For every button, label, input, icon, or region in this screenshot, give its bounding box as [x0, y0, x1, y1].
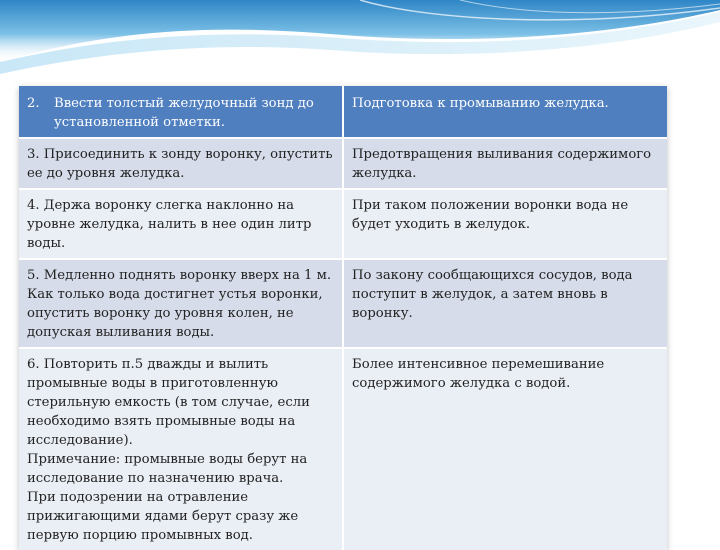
table-row: [19, 86, 667, 138]
action-text: 3. Присоединить к зонду воронку, опустить ее до уровня желудка.: [27, 147, 333, 181]
action-cell: [19, 86, 343, 138]
reason-text: Подготовка к промыванию желудка.: [352, 96, 609, 111]
note-text: Примечание: промывные воды берут на исследование по назначению врача.: [27, 452, 308, 486]
action-cell: [19, 348, 343, 550]
reason-cell: [343, 138, 667, 189]
action-cell: [19, 189, 343, 259]
action-text: Ввести толстый желудочный зонд до установленной отметки.: [54, 96, 314, 130]
action-text: 5. Медленно поднять воронку вверх на 1 м. Как только вода достигнет устья воронки, опустить воронку до уровня колен, не допуская выливания воды.: [27, 268, 332, 340]
action-text: 6. Повторить п.5 дважды и вылить промывные воды в приготовленную стерильную емкость (в том случае, если необходимо взять промывные воды на исследование).: [27, 357, 310, 448]
step-number: 2.: [27, 96, 40, 111]
reason-text: При таком положении воронки вода не будет уходить в желудок.: [352, 198, 629, 232]
header-wave-decoration: [0, 0, 720, 90]
reason-cell: [343, 348, 667, 550]
action-cell: [19, 259, 343, 348]
procedure-table: [19, 86, 667, 550]
reason-cell: [343, 259, 667, 348]
reason-text: По закону сообщающихся сосудов, вода поступит в желудок, а затем вновь в воронку.: [352, 268, 633, 321]
reason-text: Более интенсивное перемешивание содержимого желудка с водой.: [352, 357, 605, 391]
reason-cell: [343, 86, 667, 138]
note-text-2: При подозрении на отравление прижигающими ядами берут сразу же первую порцию промывных вод.: [27, 490, 299, 543]
action-cell: [19, 138, 343, 189]
reason-cell: [343, 189, 667, 259]
reason-text: Предотвращения выливания содержимого желудка.: [352, 147, 652, 181]
table-row: [19, 189, 667, 259]
table-row: [19, 348, 667, 550]
table-row: [19, 259, 667, 348]
table-row: [19, 138, 667, 189]
action-text: 4. Держа воронку слегка наклонно на уровне желудка, налить в нее один литр воды.: [27, 198, 312, 251]
